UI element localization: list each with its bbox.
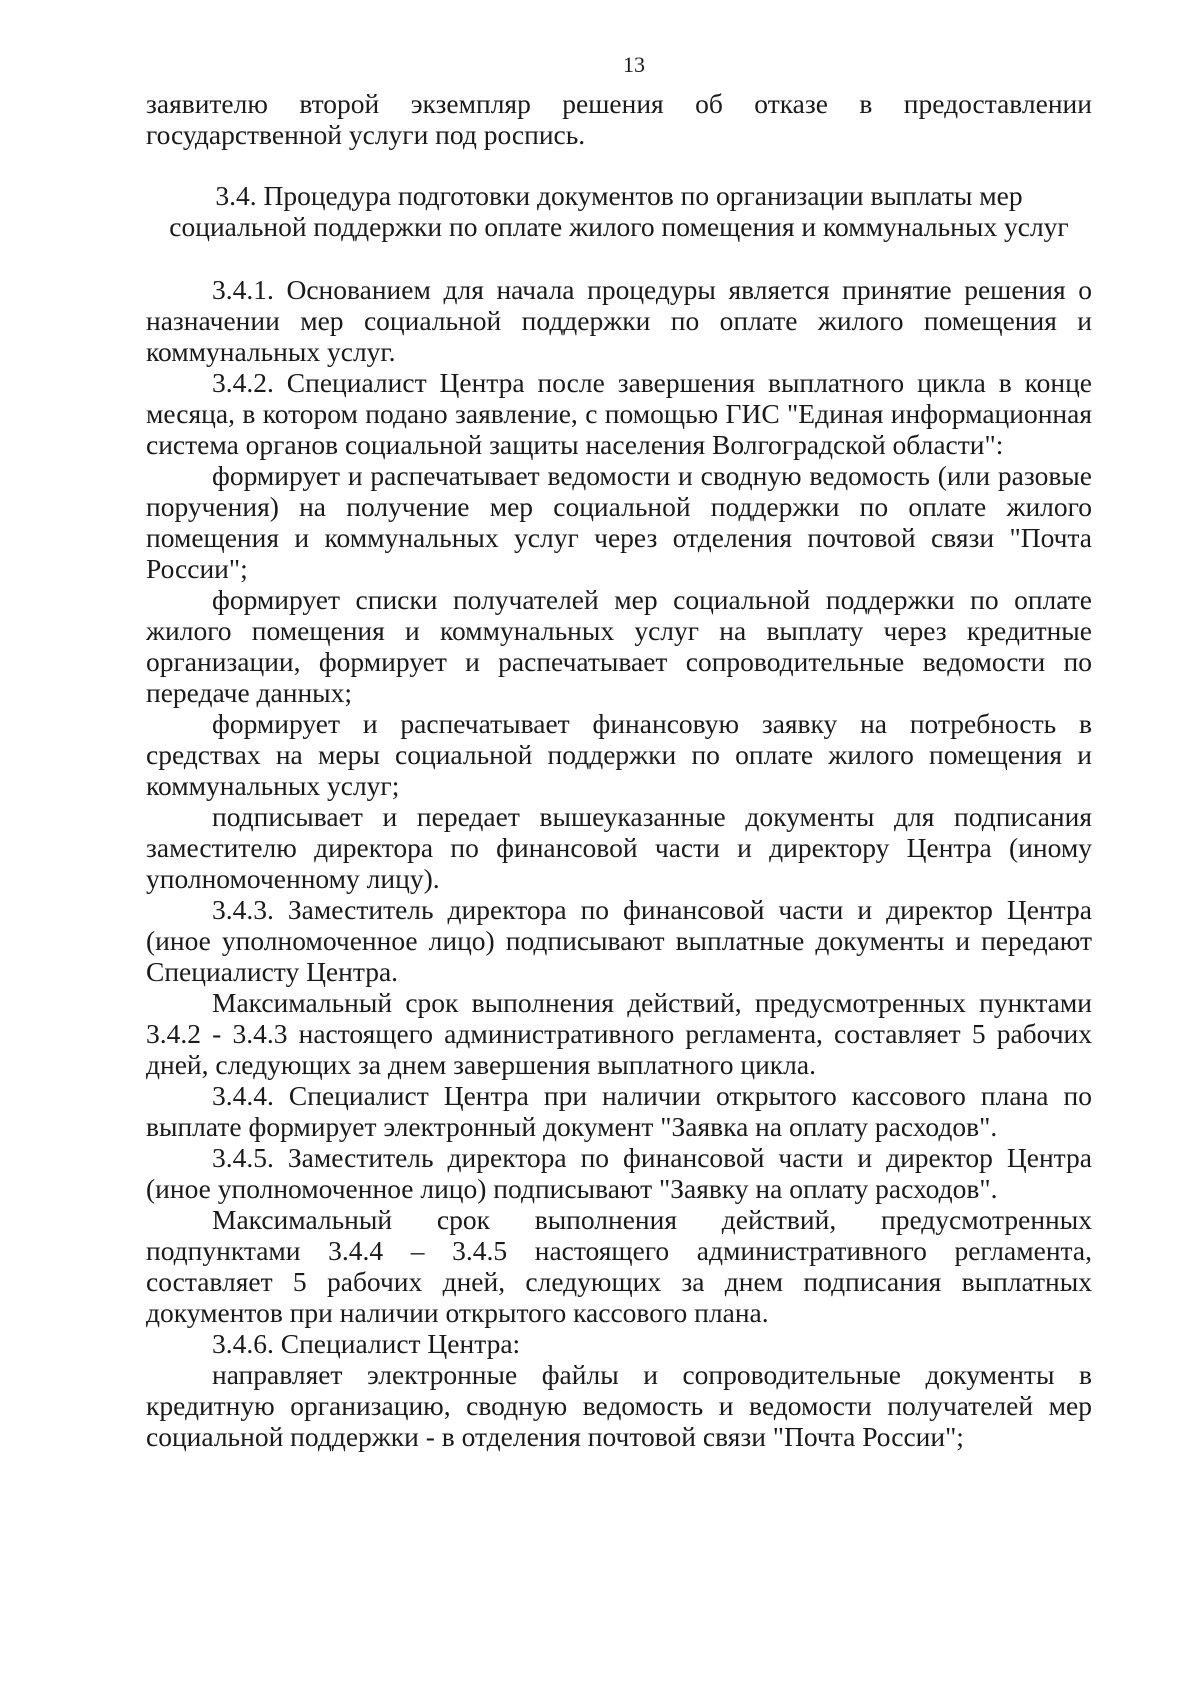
paragraph-3-4-3: 3.4.3. Заместитель директора по финансовой части и директор Центра (иное уполномоченное лицо) подписывают выплатные документы и передают Специалисту Центра. xyxy=(146,894,1092,987)
paragraph-3-4-1: 3.4.1. Основанием для начала процедуры является принятие решения о назначении мер социальной поддержки по оплате жилого помещения и коммунальных услуг. xyxy=(146,274,1092,367)
paragraph-3-4-2: 3.4.2. Специалист Центра после завершения выплатного цикла в конце месяца, в котором подано заявление, с помощью ГИС "Единая информационная система органов социальной защиты населения Волгоградской области": xyxy=(146,367,1092,460)
list-item-statements: формирует и распечатывает ведомости и сводную ведомость (или разовые поручения) на получение мер социальной поддержки по оплате жилого помещения и коммунальных услуг через отделения почтовой связи "Почта России"; xyxy=(146,460,1092,584)
paragraph-3-4-5: 3.4.5. Заместитель директора по финансовой части и директор Центра (иное уполномоченное лицо) подписывают "Заявку на оплату расходов". xyxy=(146,1142,1092,1204)
paragraph-max-term-2: Максимальный срок выполнения действий, предусмотренных подпунктами 3.4.4 – 3.4.5 настоящего административного регламента, составляет 5 рабочих дней, следующих за днем подписания выплатных документов при наличии открытого кассового плана. xyxy=(146,1204,1092,1328)
paragraph-continuation: заявителю второй экземпляр решения об отказе в предоставлении государственной услуги под роспись. xyxy=(146,88,1092,150)
list-item-send-files: направляет электронные файлы и сопроводительные документы в кредитную организацию, сводную ведомость и ведомости получателей мер социальной поддержки - в отделения почтовой связи "Почта России"; xyxy=(146,1359,1092,1452)
paragraph-max-term-1: Максимальный срок выполнения действий, предусмотренных пунктами 3.4.2 - 3.4.3 настоящего административного регламента, составляет 5 рабочих дней, следующих за днем завершения выплатного цикла. xyxy=(146,987,1092,1080)
section-heading-line-2: социальной поддержки по оплате жилого помещения и коммунальных услуг xyxy=(169,211,1069,242)
section-heading-line-1: 3.4. Процедура подготовки документов по организации выплаты мер xyxy=(215,180,1023,211)
list-item-financial-request: формирует и распечатывает финансовую заявку на потребность в средствах на меры социальной поддержки по оплате жилого помещения и коммунальных услуг; xyxy=(146,708,1092,801)
section-heading xyxy=(146,180,1092,242)
list-item-sign-and-transfer: подписывает и передает вышеуказанные документы для подписания заместителю директора по финансовой части и директору Центра (иному уполномоченному лицу). xyxy=(146,801,1092,894)
paragraph-3-4-6: 3.4.6. Специалист Центра: xyxy=(212,1328,521,1359)
list-item-recipient-lists: формирует списки получателей мер социальной поддержки по оплате жилого помещения и коммунальных услуг на выплату через кредитные организации, формирует и распечатывает сопроводительные ведомости по передаче данных; xyxy=(146,584,1092,708)
paragraph-3-4-4: 3.4.4. Специалист Центра при наличии открытого кассового плана по выплате формирует электронный документ "Заявка на оплату расходов". xyxy=(146,1080,1092,1142)
page-number: 13 xyxy=(623,52,645,77)
